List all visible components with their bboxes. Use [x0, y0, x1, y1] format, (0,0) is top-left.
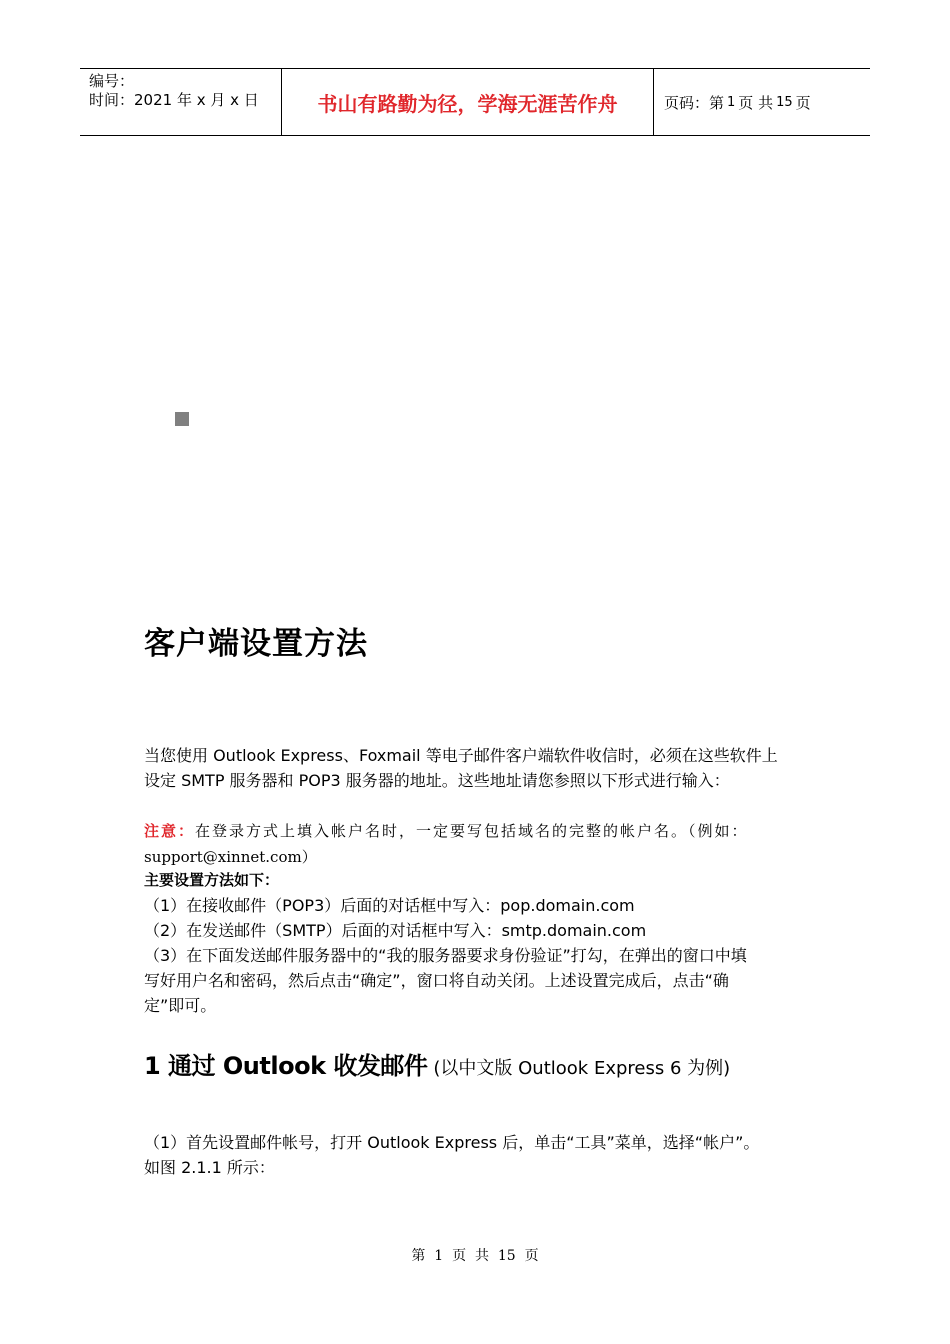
header-left-cell: [80, 69, 281, 135]
step-3-line-2: 写好用户名和密码，然后点击“确定”，窗口将自动关闭。上述设置完成后，点击“确: [144, 971, 729, 990]
note-line: [144, 822, 749, 840]
page-current: 1: [727, 94, 736, 110]
section-heading-main: 1 通过 Outlook 收发邮件: [144, 1052, 428, 1080]
header-table: [80, 68, 870, 136]
note-text: 在登录方式上填入帐户名时，一定要写包括域名的完整的帐户名。（例如：: [195, 822, 749, 840]
steps-paragraph: [144, 893, 814, 1018]
number-label: 编号：: [89, 72, 135, 90]
section-heading-outlook: [144, 1046, 730, 1081]
time-text: 时间：2021 年 x 月 x 日: [89, 91, 259, 109]
main-method-heading: 主要设置方法如下：: [144, 871, 280, 889]
motto-text: 书山有路勤为径，学海无涯苦作舟: [317, 91, 618, 116]
outlook-line-1: （1）首先设置邮件帐号，打开 Outlook Express 后，单击“工具”菜单，选择“帐户”。: [144, 1133, 760, 1152]
header-page-cell: [654, 69, 870, 135]
step-3-line-3: 定”即可。: [144, 996, 217, 1015]
intro-line-2: 设定 SMTP 服务器和 POP3 服务器的地址。这些地址请您参照以下形式进行输入：: [144, 771, 730, 790]
page-mid: 页 共: [738, 93, 774, 112]
step-3-line-1: （3）在下面发送邮件服务器中的“我的服务器要求身份验证”打勾，在弹出的窗口中填: [144, 946, 747, 965]
step-2: （2）在发送邮件（SMTP）后面的对话框中写入：smtp.domain.com: [144, 921, 647, 940]
page-suffix: 页: [795, 93, 811, 112]
outlook-line-2: 如图 2.1.1 所示：: [144, 1158, 275, 1177]
intro-paragraph: [144, 743, 814, 793]
intro-line-1: 当您使用 Outlook Express、Foxmail 等电子邮件客户端软件收信时，必须在这些软件上: [144, 746, 778, 765]
page-footer: 第 1 页 共 15 页: [411, 1248, 539, 1264]
page-prefix: 页码：第: [664, 93, 725, 112]
section-heading-sub: (以中文版 Outlook Express 6 为例): [433, 1058, 731, 1079]
page-total: 15: [776, 94, 793, 110]
note-label: 注意：: [144, 822, 196, 840]
note-example: support@xinnet.com）: [144, 848, 317, 866]
square-bullet-icon: [175, 412, 189, 426]
note-paragraph: [144, 818, 814, 870]
outlook-paragraph: [144, 1130, 814, 1180]
document-title: 客户端设置方法: [144, 626, 368, 662]
step-1: （1）在接收邮件（POP3）后面的对话框中写入：pop.domain.com: [144, 896, 635, 915]
header-motto-cell: [281, 69, 654, 135]
